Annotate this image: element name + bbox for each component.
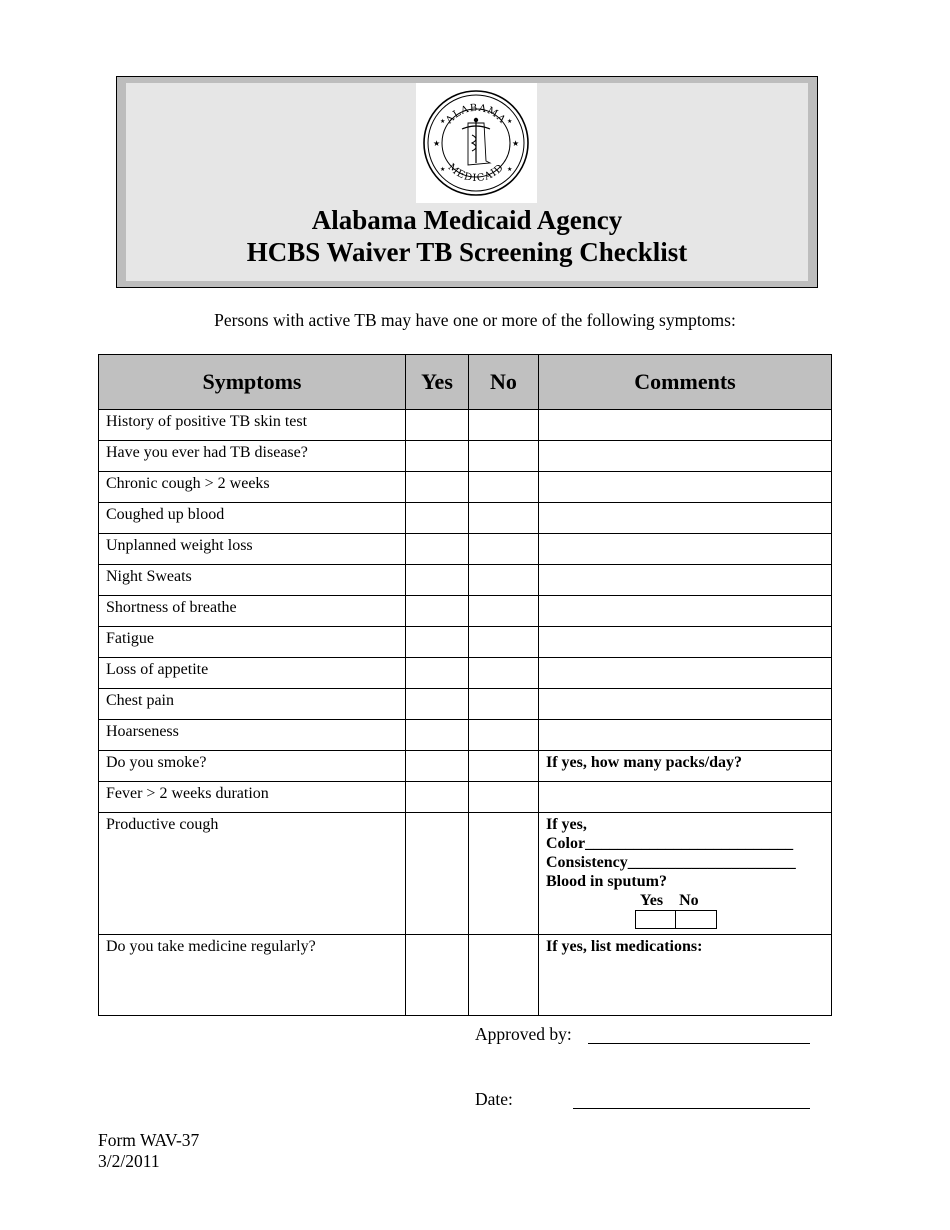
comment-cell[interactable]: [539, 720, 832, 751]
approved-by-line[interactable]: [588, 1043, 810, 1044]
comment-cell[interactable]: [539, 410, 832, 441]
no-cell[interactable]: [469, 503, 539, 534]
no-cell[interactable]: [469, 935, 539, 1016]
symptom-cell: Loss of appetite: [99, 658, 406, 689]
date-line[interactable]: [573, 1108, 810, 1109]
table-row: [99, 441, 832, 472]
table-row: [99, 534, 832, 565]
form-date: 3/2/2011: [98, 1151, 160, 1171]
header-inner: [126, 83, 808, 281]
comment-cell[interactable]: [539, 472, 832, 503]
yes-cell[interactable]: [406, 410, 469, 441]
no-cell[interactable]: [469, 472, 539, 503]
consistency-field[interactable]: Consistency_____________________: [546, 854, 796, 871]
comment-cell[interactable]: [539, 565, 832, 596]
comment-cell[interactable]: [539, 627, 832, 658]
yes-cell[interactable]: [406, 565, 469, 596]
symptom-cell: Productive cough: [99, 813, 406, 935]
symptom-cell: Night Sweats: [99, 565, 406, 596]
table-row: [99, 720, 832, 751]
table-row: [99, 689, 832, 720]
seal-text-bottom: MEDICAID: [445, 161, 507, 185]
if-yes-label: If yes,: [546, 816, 587, 833]
no-cell[interactable]: [469, 813, 539, 935]
no-cell[interactable]: [469, 689, 539, 720]
col-header-comments: Comments: [539, 355, 832, 410]
comment-cell[interactable]: [539, 658, 832, 689]
symptom-cell: Fatigue: [99, 627, 406, 658]
comment-cell[interactable]: [539, 689, 832, 720]
yes-cell[interactable]: [406, 813, 469, 935]
yes-cell[interactable]: [406, 782, 469, 813]
table-row: [99, 658, 832, 689]
col-header-no: No: [469, 355, 539, 410]
table-row-productive-cough: [99, 813, 832, 935]
col-header-yes: Yes: [406, 355, 469, 410]
yes-cell[interactable]: [406, 596, 469, 627]
table-row: [99, 472, 832, 503]
form-number: Form WAV-37: [98, 1130, 200, 1150]
form-title: HCBS Waiver TB Screening Checklist: [246, 237, 688, 267]
no-cell[interactable]: [469, 565, 539, 596]
sputum-no-box[interactable]: [676, 910, 717, 929]
symptom-cell: Shortness of breathe: [99, 596, 406, 627]
yes-cell[interactable]: [406, 534, 469, 565]
symptom-cell: Chronic cough > 2 weeks: [99, 472, 406, 503]
comment-cell[interactable]: [539, 534, 832, 565]
agency-seal: [416, 83, 537, 203]
no-cell[interactable]: [469, 596, 539, 627]
yes-cell[interactable]: [406, 503, 469, 534]
no-cell[interactable]: [469, 751, 539, 782]
no-cell[interactable]: [469, 627, 539, 658]
date-label: Date:: [475, 1089, 513, 1109]
approved-by-label: Approved by:: [475, 1024, 572, 1044]
comment-cell[interactable]: If yes, list medications:: [539, 935, 832, 1016]
no-cell[interactable]: [469, 782, 539, 813]
table-row: [99, 503, 832, 534]
table-row: [99, 410, 832, 441]
yes-cell[interactable]: [406, 627, 469, 658]
sputum-checkboxes: [635, 910, 831, 930]
no-cell[interactable]: [469, 410, 539, 441]
col-header-symptoms: Symptoms: [99, 355, 406, 410]
yes-cell[interactable]: [406, 751, 469, 782]
yes-cell[interactable]: [406, 935, 469, 1016]
table-row-medicine: [99, 935, 832, 1016]
sputum-yn-labels: [640, 891, 831, 910]
symptom-cell: Do you smoke?: [99, 751, 406, 782]
symptom-cell: Unplanned weight loss: [99, 534, 406, 565]
svg-text:★: ★: [433, 139, 441, 148]
footer: [98, 1130, 199, 1172]
table-row: [99, 596, 832, 627]
comment-cell[interactable]: [539, 596, 832, 627]
symptom-cell: History of positive TB skin test: [99, 410, 406, 441]
color-field[interactable]: Color__________________________: [546, 835, 794, 852]
symptom-cell: Coughed up blood: [99, 503, 406, 534]
yes-cell[interactable]: [406, 720, 469, 751]
svg-text:MEDICAID: [446, 162, 507, 184]
comment-cell[interactable]: [539, 503, 832, 534]
table-header-row: [99, 355, 832, 410]
sputum-yes-label: Yes: [640, 892, 664, 909]
seal-text-top: ALABAMA: [444, 102, 508, 127]
intro-text: Persons with active TB may have one or more of the following symptoms:: [214, 310, 736, 330]
symptoms-table: [98, 354, 832, 1016]
svg-text:★: ★: [440, 166, 446, 173]
yes-cell[interactable]: [406, 658, 469, 689]
comment-cell[interactable]: [539, 441, 832, 472]
svg-text:★: ★: [507, 166, 513, 173]
no-cell[interactable]: [469, 658, 539, 689]
symptom-cell: Hoarseness: [99, 720, 406, 751]
svg-text:★: ★: [440, 118, 446, 125]
symptom-cell: Do you take medicine regularly?: [99, 935, 406, 1016]
no-cell[interactable]: [469, 441, 539, 472]
symptom-cell: Chest pain: [99, 689, 406, 720]
no-cell[interactable]: [469, 720, 539, 751]
header-box: [116, 76, 818, 288]
table-row: [99, 782, 832, 813]
yes-cell[interactable]: [406, 472, 469, 503]
agency-title: Alabama Medicaid Agency: [311, 205, 623, 235]
table-row: [99, 565, 832, 596]
comment-cell: [539, 813, 832, 935]
svg-text:★: ★: [507, 118, 513, 125]
symptom-cell: Have you ever had TB disease?: [99, 441, 406, 472]
blood-in-sputum-label: Blood in sputum?: [546, 873, 667, 890]
sputum-no-label: No: [679, 892, 699, 909]
comment-cell[interactable]: If yes, how many packs/day?: [539, 751, 832, 782]
table-row: [99, 627, 832, 658]
svg-text:★: ★: [512, 139, 520, 148]
yes-cell[interactable]: [406, 689, 469, 720]
sputum-yes-box[interactable]: [635, 910, 676, 929]
no-cell[interactable]: [469, 534, 539, 565]
yes-cell[interactable]: [406, 441, 469, 472]
table-row: [99, 751, 832, 782]
symptom-cell: Fever > 2 weeks duration: [99, 782, 406, 813]
comment-cell[interactable]: [539, 782, 832, 813]
